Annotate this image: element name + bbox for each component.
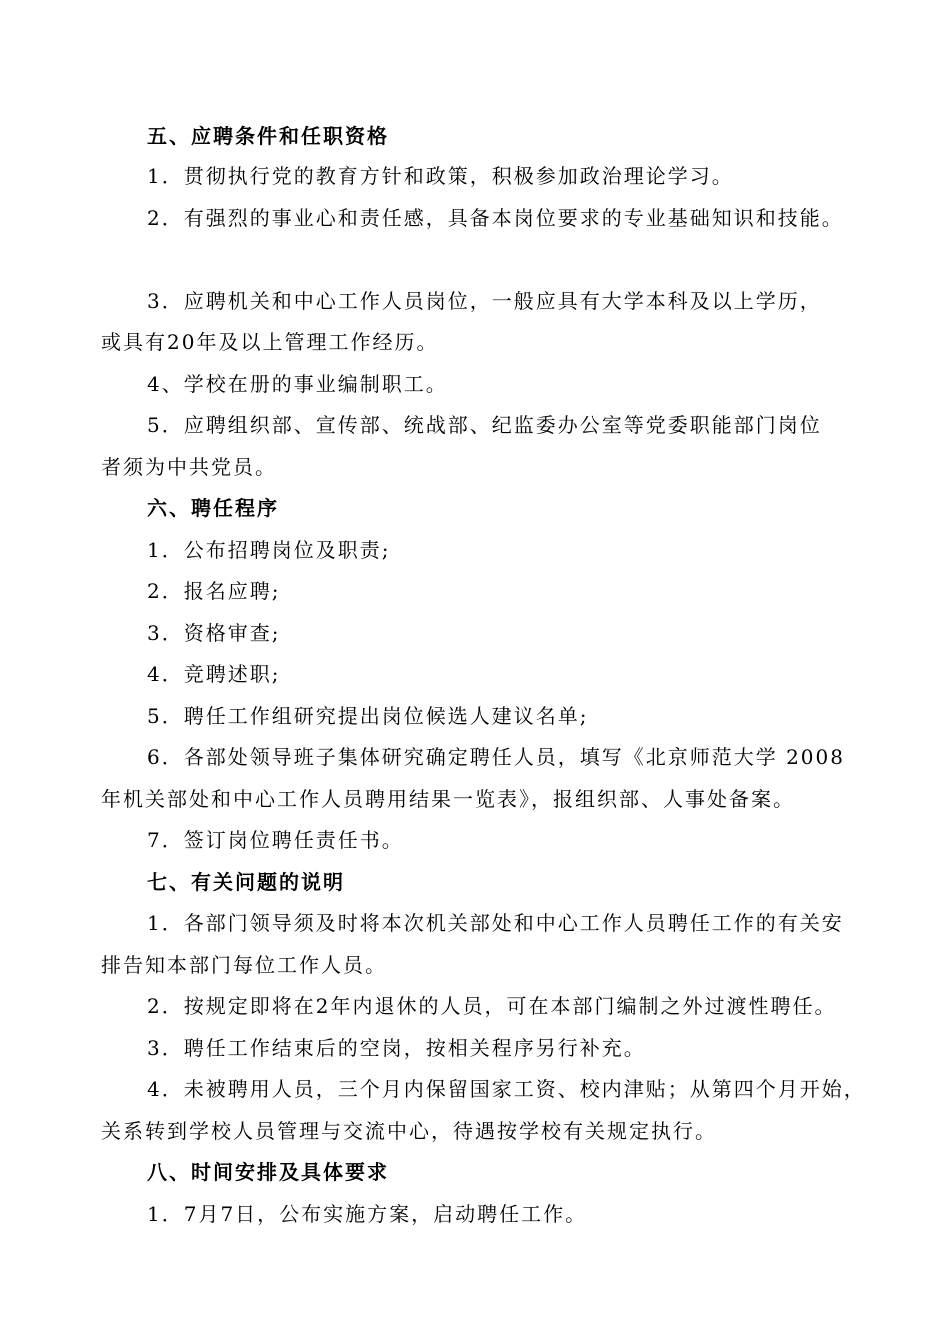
paragraph-line: 或具有20年及以上管理工作经历。 — [101, 330, 439, 354]
paragraph-line: 1．贯彻执行党的教育方针和政策，积极参加政治理论学习。 — [147, 164, 734, 188]
paragraph-line: 4．竞聘述职; — [147, 662, 281, 686]
paragraph-line: 6．各部处领导班子集体研究确定聘任人员，填写《北京师范大学 2008 — [147, 745, 845, 769]
section-heading-5: 五、应聘条件和任职资格 — [147, 124, 389, 148]
paragraph-line: 3．聘任工作结束后的空岗，按相关程序另行补充。 — [147, 1036, 646, 1060]
section-heading-7: 七、有关问题的说明 — [147, 870, 345, 894]
paragraph-line: 5．应聘组织部、宣传部、统战部、纪监委办公室等党委职能部门岗位 — [147, 413, 822, 437]
paragraph-line: 排告知本部门每位工作人员。 — [101, 953, 387, 977]
paragraph-line: 3．资格审查; — [147, 621, 281, 645]
section-heading-8: 八、时间安排及具体要求 — [147, 1160, 389, 1184]
paragraph-line: 7．签订岗位聘任责任书。 — [147, 828, 404, 852]
paragraph-line: 4、学校在册的事业编制职工。 — [147, 372, 448, 396]
paragraph-line: 年机关部处和中心工作人员聘用结果一览表》，报组织部、人事处备案。 — [101, 787, 795, 811]
paragraph-line: 4．未被聘用人员，三个月内保留国家工资、校内津贴；从第四个月开始， — [147, 1077, 866, 1101]
paragraph-line: 5．聘任工作组研究提出岗位候选人建议名单; — [147, 704, 589, 728]
paragraph-line: 者须为中共党员。 — [101, 455, 277, 479]
section-heading-6: 六、聘任程序 — [147, 496, 279, 520]
paragraph-line: 2．按规定即将在2年内退休的人员，可在本部门编制之外过渡性聘任。 — [147, 994, 837, 1018]
paragraph-line: 1．公布招聘岗位及职责; — [147, 538, 391, 562]
paragraph-line: 1．7月7日，公布实施方案，启动聘任工作。 — [147, 1202, 588, 1226]
paragraph-line: 关系转到学校人员管理与交流中心，待遇按学校有关规定执行。 — [101, 1119, 717, 1143]
paragraph-line: 3．应聘机关和中心工作人员岗位，一般应具有大学本科及以上学历， — [147, 289, 822, 313]
paragraph-line: 1．各部门领导须及时将本次机关部处和中心工作人员聘任工作的有关安 — [147, 911, 844, 935]
paragraph-line: 2．有强烈的事业心和责任感，具备本岗位要求的专业基础知识和技能。 — [147, 206, 844, 230]
paragraph-line: 2．报名应聘; — [147, 579, 281, 603]
